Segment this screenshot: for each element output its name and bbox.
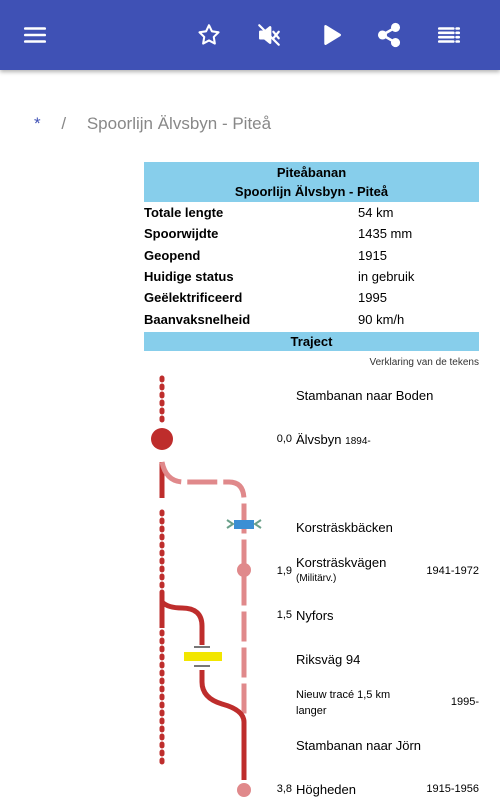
mute-button[interactable] xyxy=(251,17,287,53)
km-hogheden: 3,8 xyxy=(276,783,292,795)
row-value: 1435 mm xyxy=(358,226,413,242)
breadcrumb xyxy=(34,114,271,134)
bridge-korstraskbacken-icon xyxy=(227,520,261,529)
breadcrumb-current: Spoorlijn Älvsbyn - Piteå xyxy=(86,114,272,133)
route-korstraskvagen xyxy=(296,556,386,586)
infobox-subtitle: Spoorlijn Älvsbyn - Piteå xyxy=(234,184,389,199)
route-nieuw-trace: Nieuw tracé 1,5 km langer xyxy=(296,689,391,717)
station-years: 1894- xyxy=(345,436,371,447)
route-korstraskbacken: Korsträskbäcken xyxy=(296,520,393,535)
list-icon xyxy=(436,22,462,48)
play-button[interactable] xyxy=(313,17,349,53)
infobox-row xyxy=(144,223,479,244)
star-icon xyxy=(196,22,222,48)
km-korstraskvagen: 1,9 xyxy=(276,565,292,577)
old-track-faded xyxy=(162,462,244,765)
station-korstraskvagen-dot xyxy=(237,563,251,577)
menu-icon xyxy=(22,22,48,48)
menu-button[interactable] xyxy=(17,17,53,53)
route-stambanan-boden: Stambanan naar Boden xyxy=(296,388,434,403)
row-value: 1915 xyxy=(358,247,387,263)
station-name: Älvsbyn xyxy=(296,432,342,447)
track-new-route-join xyxy=(202,670,244,765)
route-riksvag-94: Riksväg 94 xyxy=(296,652,361,667)
breadcrumb-home[interactable]: * xyxy=(34,114,41,133)
traject-header: Traject xyxy=(144,332,479,351)
favorite-button[interactable] xyxy=(191,17,227,53)
legend-link[interactable]: Verklaring van de tekens xyxy=(369,356,479,368)
share-button[interactable] xyxy=(371,17,407,53)
route-stambanan-jorn: Stambanan naar Jörn xyxy=(296,738,422,753)
route-diagram xyxy=(144,370,484,800)
infobox-row xyxy=(144,202,479,223)
share-icon xyxy=(376,22,402,48)
infobox-row xyxy=(144,266,479,287)
km-alvsbyn: 0,0 xyxy=(276,433,292,445)
breadcrumb-separator: / xyxy=(61,114,67,133)
play-icon xyxy=(318,22,344,48)
row-value: 90 km/h xyxy=(358,311,405,327)
row-key: Geëlektrificeerd xyxy=(144,290,243,306)
list-button[interactable] xyxy=(431,17,467,53)
route-nyfors: Nyfors xyxy=(296,608,334,623)
row-key: Totale lengte xyxy=(144,205,224,221)
infobox-row xyxy=(144,245,479,266)
row-value: 1995 xyxy=(358,290,387,306)
route-hogheden: Högheden xyxy=(296,782,356,797)
station-name: Korsträskvägen xyxy=(296,555,387,570)
route-alvsbyn xyxy=(296,432,371,447)
row-key: Baanvaksnelheid xyxy=(144,311,251,327)
road-crossing-icon xyxy=(184,647,222,666)
infobox-title: Piteåbanan xyxy=(276,165,347,180)
years-nieuw-trace: 1995- xyxy=(450,696,479,708)
app-bar xyxy=(0,0,500,70)
infobox-row xyxy=(144,287,479,308)
infobox xyxy=(144,162,479,368)
station-alvsbyn-dot xyxy=(151,428,173,450)
station-hogheden-dot xyxy=(237,783,251,797)
years-hogheden: 1915-1956 xyxy=(426,783,479,795)
infobox-row xyxy=(144,308,479,329)
row-key: Spoorwijdte xyxy=(144,226,219,242)
track-new-route-curve xyxy=(162,602,202,645)
km-nyfors: 1,5 xyxy=(276,609,292,621)
infobox-header xyxy=(144,162,479,202)
row-key: Huidige status xyxy=(144,269,234,285)
row-key: Geopend xyxy=(144,247,201,263)
row-value: in gebruik xyxy=(358,269,415,285)
station-note: (Militärv.) xyxy=(296,573,337,584)
years-korstraskvagen: 1941-1972 xyxy=(426,565,479,577)
track-diagram xyxy=(144,370,264,800)
volume-off-icon xyxy=(256,22,282,48)
row-value: 54 km xyxy=(358,205,394,221)
